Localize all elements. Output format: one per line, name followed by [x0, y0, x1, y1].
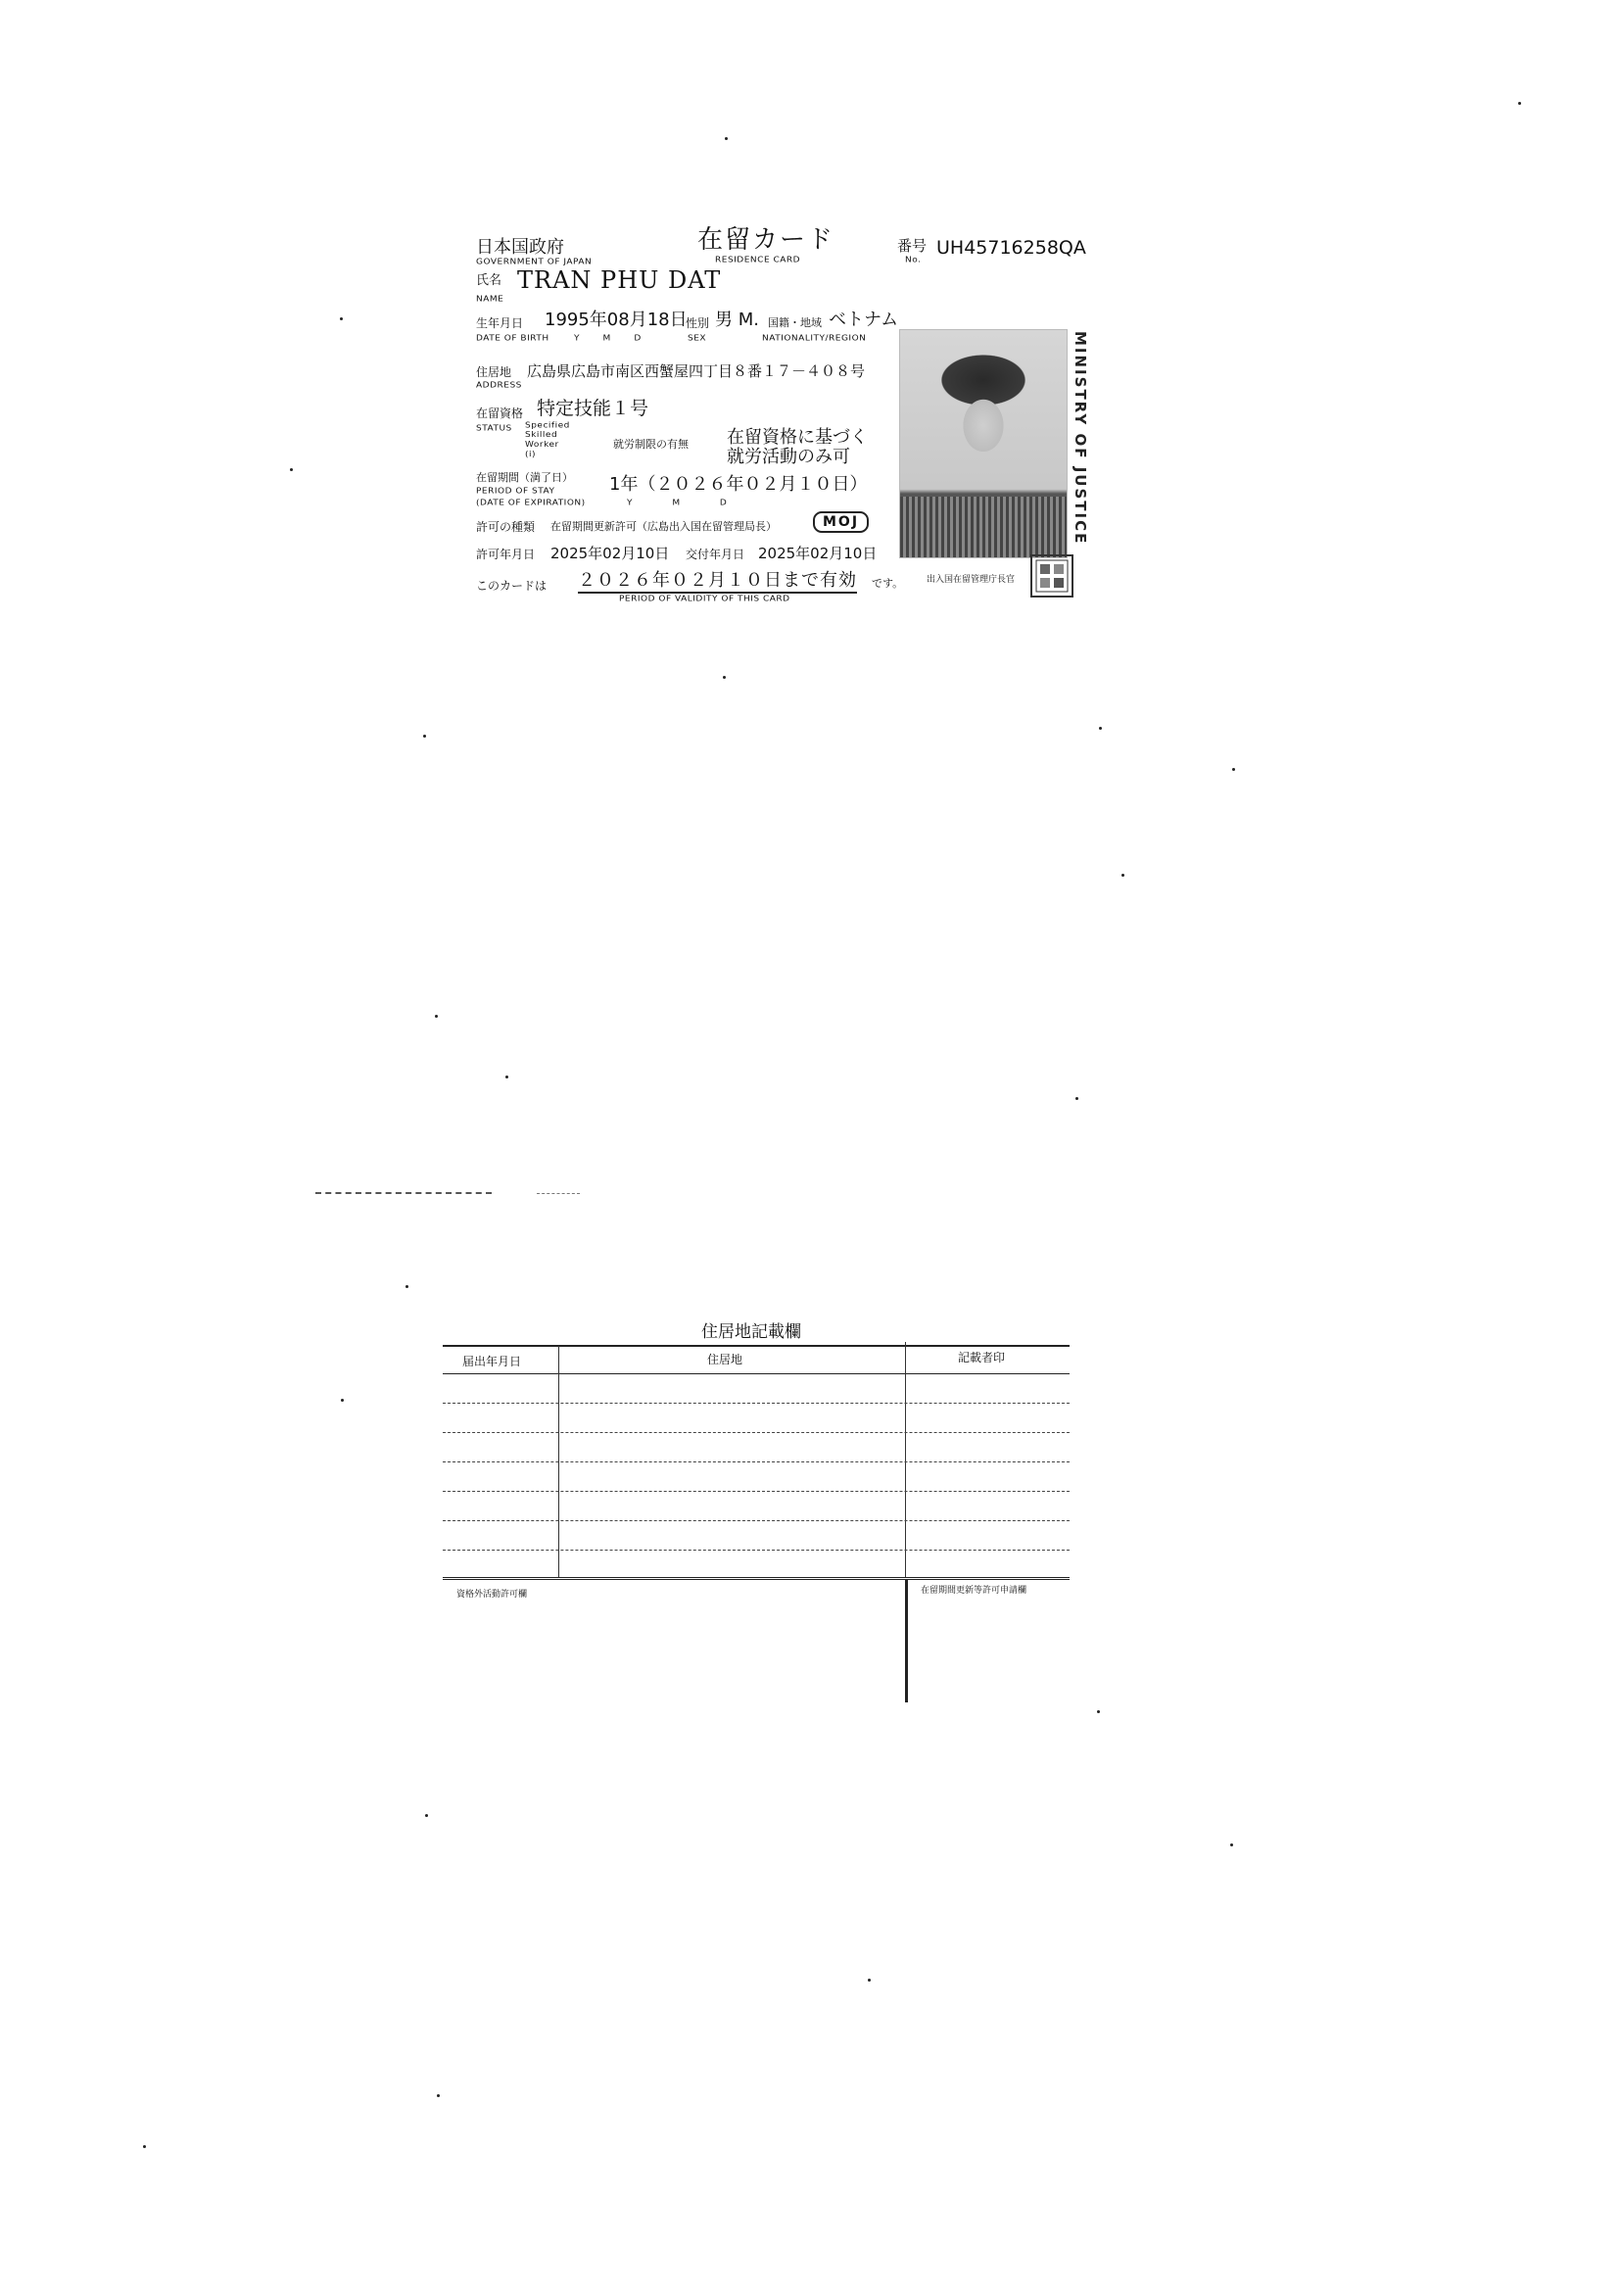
- table-row-line: [443, 1550, 1070, 1551]
- work-limit-line-1: 在留資格に基づく: [727, 427, 868, 448]
- scan-speck: [1097, 1710, 1100, 1713]
- name-label: 氏名: [476, 273, 502, 288]
- photo-shoulders: [900, 497, 1067, 557]
- status-en-line: Specified: [525, 421, 570, 430]
- back-title: 住居地記載欄: [701, 1322, 801, 1342]
- dob-label-en: DATE OF BIRTH: [476, 334, 549, 344]
- validity-value: ２０２６年０２月１０日まで有効: [578, 572, 857, 594]
- scan-speck: [1232, 768, 1235, 771]
- scan-speck: [425, 1814, 428, 1817]
- nationality-label: 国籍・地域: [768, 316, 822, 329]
- sex-label-en: SEX: [688, 334, 707, 344]
- status-label: 在留資格: [476, 407, 524, 420]
- card-title: 在留カード: [697, 225, 835, 255]
- issue-date-label: 交付年月日: [686, 548, 745, 561]
- col-divider-2: [905, 1342, 906, 1577]
- issuer: 出入国在留管理庁長官: [927, 575, 1016, 585]
- scan-speck: [868, 1979, 871, 1982]
- scan-speck: [1230, 1843, 1233, 1846]
- table-row-line: [443, 1432, 1070, 1433]
- scan-fold-line: [315, 1192, 492, 1194]
- address-label-en: ADDRESS: [476, 381, 522, 391]
- permit-date-value: 2025年02月10日: [550, 545, 670, 562]
- period-ymd: Y M D: [627, 499, 728, 508]
- gov-jp: 日本国政府: [476, 237, 564, 258]
- status-en-line: Skilled: [525, 430, 558, 440]
- address-value: 広島県広島市南区西蟹屋四丁目８番１７－４０８号: [527, 362, 866, 380]
- card-title-en: RESIDENCE CARD: [715, 256, 801, 265]
- period-label: 在留期間（満了日）: [476, 471, 573, 484]
- scan-speck: [435, 1015, 438, 1018]
- table-top-rule: [443, 1345, 1070, 1347]
- work-limit-label: 就労制限の有無: [613, 438, 689, 451]
- scan-speck: [1099, 727, 1102, 730]
- table-row-line: [443, 1520, 1070, 1521]
- scan-speck: [405, 1285, 408, 1288]
- validity-suffix: です。: [872, 577, 904, 590]
- nationality-label-en: NATIONALITY/REGION: [762, 334, 867, 344]
- moj-mark: MOJ: [813, 511, 869, 533]
- period-value: 1年（２０２６年０２月１０日）: [609, 474, 868, 495]
- section-divider: [905, 1579, 908, 1702]
- left-section-label: 資格外活動許可欄: [456, 1590, 528, 1600]
- status-value: 特定技能１号: [537, 398, 649, 419]
- dob-label: 生年月日: [476, 316, 524, 330]
- name-label-en: NAME: [476, 295, 504, 305]
- sex-value: 男 M.: [715, 310, 759, 330]
- status-en-lines: [525, 421, 570, 460]
- table-row-line: [443, 1461, 1070, 1462]
- scan-speck: [423, 735, 426, 738]
- validity-prefix: このカードは: [476, 579, 548, 593]
- period-label-en-2: (DATE OF EXPIRATION): [476, 499, 586, 508]
- number-label-en: No.: [905, 256, 922, 265]
- holder-name: TRAN PHU DAT: [517, 266, 722, 294]
- gov-en: GOVERNMENT OF JAPAN: [476, 258, 593, 267]
- work-limit-line-2: 就労活動のみ可: [727, 447, 850, 467]
- scan-speck: [290, 468, 293, 471]
- scan-speck: [341, 1399, 344, 1402]
- status-label-en: STATUS: [476, 424, 512, 434]
- seal-icon: [1034, 558, 1070, 594]
- scan-speck: [1121, 874, 1124, 877]
- card-number: UH45716258QA: [936, 237, 1086, 259]
- issue-date-value: 2025年02月10日: [758, 545, 878, 562]
- scan-speck: [723, 676, 726, 679]
- scan-speck: [143, 2145, 146, 2148]
- number-label: 番号: [897, 237, 928, 255]
- dob-value: 1995年08月18日: [545, 310, 688, 330]
- scan-speck: [340, 317, 343, 320]
- validity-en: PERIOD OF VALIDITY OF THIS CARD: [619, 595, 790, 604]
- scan-speck: [437, 2094, 440, 2097]
- ministry-vertical: MINISTRY OF JUSTICE: [1072, 331, 1089, 546]
- right-section-label: 在留期間更新等許可申請欄: [921, 1586, 1027, 1596]
- permit-type-label: 許可の種類: [476, 520, 536, 534]
- official-seal: [1030, 554, 1073, 598]
- table-row-line: [443, 1403, 1070, 1404]
- scan-speck: [1518, 102, 1521, 105]
- scan-speck: [1075, 1097, 1078, 1100]
- scan-speck: [725, 137, 728, 140]
- nationality-value: ベトナム: [829, 310, 899, 330]
- table-bottom-rule: [443, 1577, 1070, 1580]
- period-label-en-1: PERIOD OF STAY: [476, 487, 555, 497]
- table-row-line: [443, 1491, 1070, 1492]
- permit-type-value: 在留期間更新許可（広島出入国在留管理局長）: [550, 520, 777, 533]
- sex-label: 性別: [686, 316, 710, 330]
- dob-ymd: Y M D: [574, 334, 642, 344]
- col-date-header: 届出年月日: [462, 1355, 522, 1368]
- status-en-line: (i): [525, 450, 537, 459]
- status-en-line: Worker: [525, 440, 559, 450]
- permit-date-label: 許可年月日: [476, 548, 536, 561]
- col-address-header: 住居地: [707, 1353, 743, 1366]
- scan-speck: [505, 1076, 508, 1078]
- header-rule: [443, 1373, 1070, 1374]
- address-label: 住居地: [476, 365, 512, 379]
- scan-fold-line: [537, 1193, 580, 1194]
- holder-photo: [899, 329, 1068, 558]
- col-recorder-header: 記載者印: [958, 1351, 1006, 1364]
